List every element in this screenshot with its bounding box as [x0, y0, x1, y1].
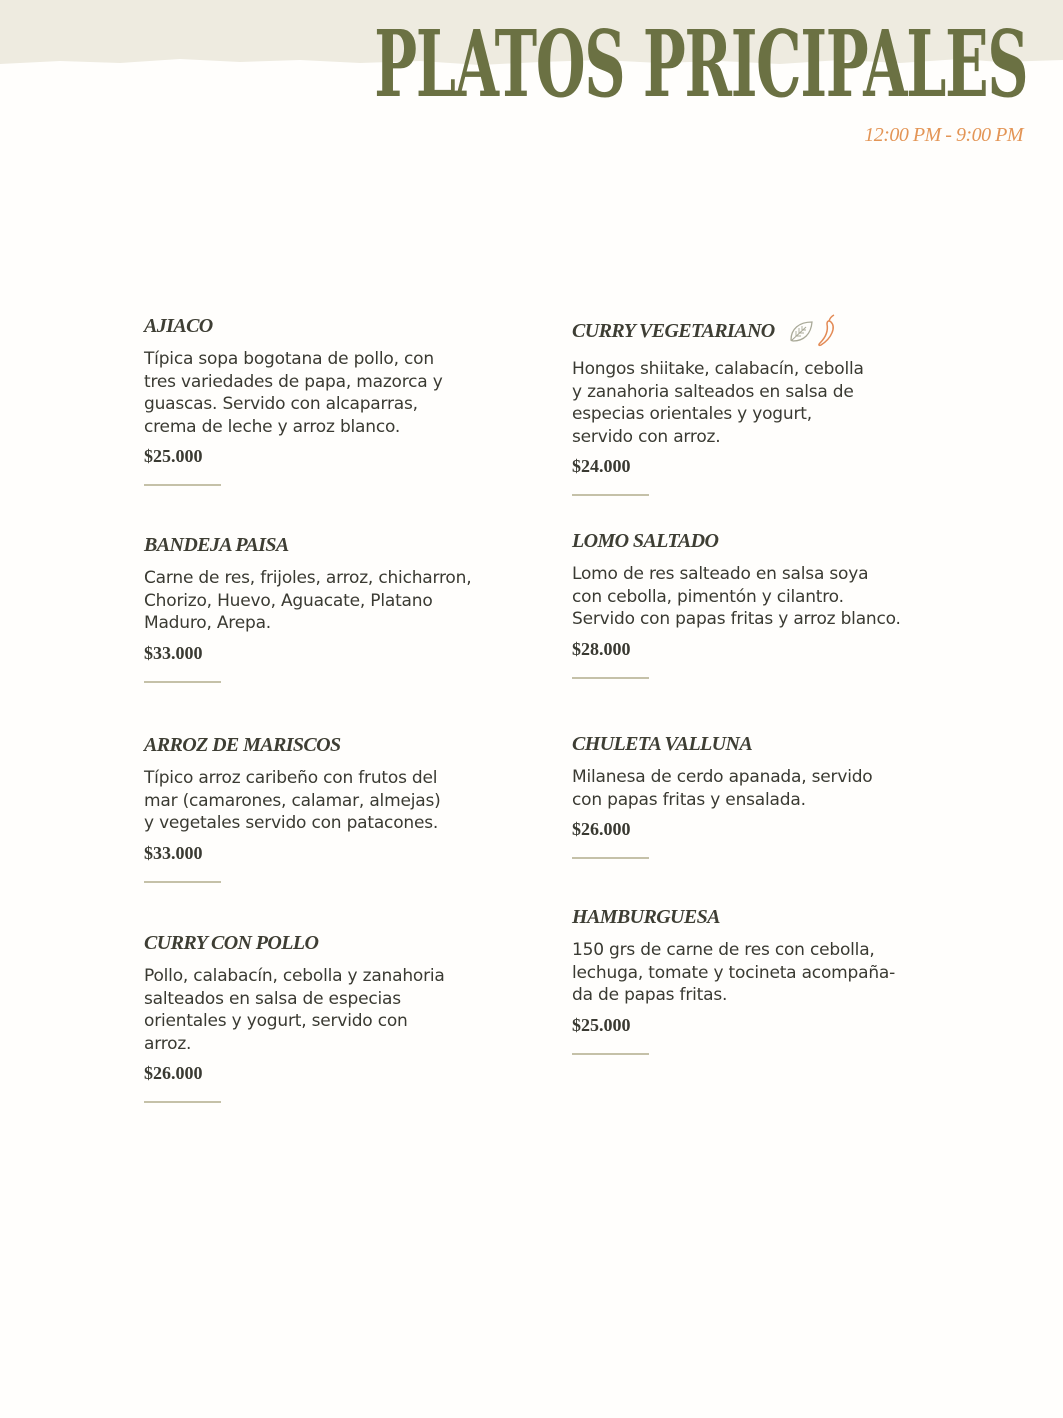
- menu-item-bandeja-paisa: [144, 533, 504, 683]
- item-divider: [572, 1053, 649, 1055]
- item-description: Lomo de res salteado en salsa soya con cebolla, pimentón y cilantro. Servido con papas fritas y arroz blanco.: [572, 564, 901, 629]
- item-divider: [572, 494, 649, 496]
- item-divider: [144, 681, 221, 683]
- item-divider: [144, 484, 221, 486]
- page-title: PLATOS PRICIPALES: [373, 10, 1027, 118]
- item-description: Pollo, calabacín, cebolla y zanahoria salteados en salsa de especias orientales y yogurt, servido con arroz.: [144, 966, 445, 1054]
- item-description: 150 grs de carne de res con cebolla, lechuga, tomate y tocineta acompaña- da de papas fritas.: [572, 940, 896, 1005]
- item-price: $33.000: [144, 842, 203, 863]
- item-name-text: CURRY VEGETARIANO: [572, 320, 775, 342]
- menu-item-hamburguesa: [572, 905, 932, 1055]
- chili-pepper-icon: [815, 314, 837, 348]
- item-description: Típica sopa bogotana de pollo, con tres variedades de papa, mazorca y guascas. Servido con alcaparras, crema de leche y arroz blanco.: [144, 349, 443, 437]
- item-name: BANDEJA PAISA: [144, 534, 289, 556]
- item-name: CHULETA VALLUNA: [572, 733, 753, 755]
- menu-item-curry-con-pollo: [144, 931, 504, 1103]
- item-description: Hongos shiitake, calabacín, cebolla y zanahoria salteados en salsa de especias orientales y yogurt, servido con arroz.: [572, 359, 864, 447]
- item-price: $26.000: [572, 819, 631, 839]
- dietary-icons: [787, 314, 837, 348]
- menu-item-chuleta-valluna: [572, 732, 932, 859]
- menu-item-curry-vegetariano: [572, 314, 932, 496]
- item-price: $25.000: [572, 1014, 631, 1035]
- item-name: AJIACO: [144, 315, 213, 337]
- item-price: $25.000: [144, 446, 203, 466]
- item-price: $26.000: [144, 1063, 203, 1083]
- leaf-icon: [787, 317, 815, 345]
- item-price: $24.000: [572, 456, 631, 476]
- item-price: $28.000: [572, 638, 631, 659]
- item-price: $33.000: [144, 642, 203, 663]
- item-description: Carne de res, frijoles, arroz, chicharron, Chorizo, Huevo, Aguacate, Platano Maduro, Arepa.: [144, 568, 472, 633]
- item-description: Milanesa de cerdo apanada, servido con papas fritas y ensalada.: [572, 767, 873, 810]
- item-divider: [572, 857, 649, 859]
- item-name: [572, 314, 932, 348]
- item-name: LOMO SALTADO: [572, 530, 719, 552]
- item-name: ARROZ DE MARISCOS: [144, 734, 341, 756]
- menu-item-lomo-saltado: [572, 529, 932, 679]
- item-description: Típico arroz caribeño con frutos del mar (camarones, calamar, almejas) y vegetales servido con patacones.: [144, 768, 441, 833]
- item-divider: [144, 1101, 221, 1103]
- menu-item-arroz-de-mariscos: [144, 733, 504, 883]
- item-divider: [144, 881, 221, 883]
- menu-item-ajiaco: [144, 314, 504, 486]
- item-name: HAMBURGUESA: [572, 906, 720, 928]
- item-divider: [572, 677, 649, 679]
- service-hours: 12:00 PM - 9:00 PM: [864, 124, 1023, 146]
- item-name: CURRY CON POLLO: [144, 932, 319, 954]
